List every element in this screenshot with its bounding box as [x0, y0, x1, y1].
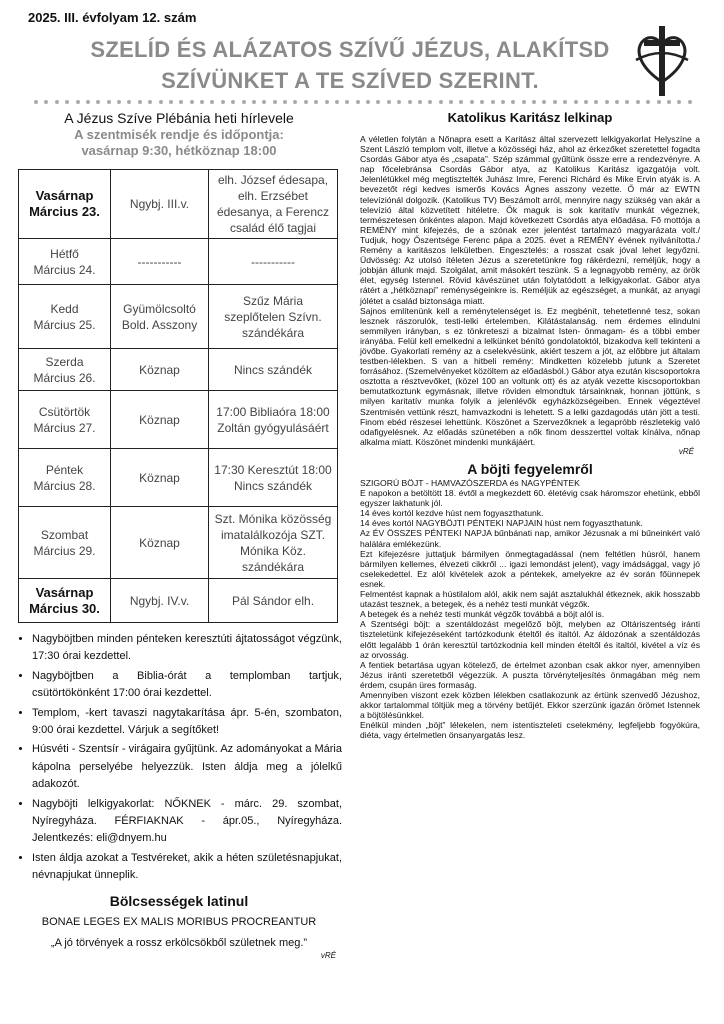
day-date: Március 25. — [33, 317, 96, 332]
right-column — [360, 110, 700, 740]
schedule-row — [19, 285, 338, 349]
notice-item: • Nagyböjtben a Biblia-órát a templomban tartjuk, csütörtökönként 17:00 órai kezdettel. — [32, 668, 342, 703]
mass-schedule-heading: A szentmisék rendje és időpontja: — [74, 127, 284, 142]
schedule-intention: Szűz Mária szeplőtelen Szívn. szándékára — [209, 285, 338, 349]
divider-dot — [107, 100, 111, 104]
divider-dot — [55, 100, 59, 104]
schedule-day — [19, 391, 111, 449]
schedule-intention: Szt. Mónika közösség imatalálkozója SZT. Mónika Köz. szándékára — [209, 507, 338, 579]
day-name: Péntek — [45, 462, 84, 477]
schedule-intention: 17:30 Keresztút 18:00 Nincs szándék — [209, 449, 338, 507]
divider-dot — [314, 100, 318, 104]
day-date: Március 27. — [33, 420, 96, 435]
schedule-liturgy: ----------- — [111, 239, 209, 285]
divider-dot — [636, 100, 640, 104]
signature: vRÉ — [320, 950, 336, 960]
divider-dot — [594, 100, 598, 104]
schedule-row — [19, 579, 338, 623]
divider-dot — [397, 100, 401, 104]
schedule-row — [19, 507, 338, 579]
divider-dot — [242, 100, 246, 104]
divider-dot — [169, 100, 173, 104]
day-date: Március 30. — [29, 600, 100, 616]
schedule-day — [19, 239, 111, 285]
day-date: Március 23. — [29, 204, 100, 219]
page-headline — [60, 34, 640, 96]
karitasz-article — [360, 134, 700, 457]
divider-dot — [532, 100, 536, 104]
left-column — [16, 110, 342, 960]
divider-dot — [65, 100, 69, 104]
divider-dot — [688, 100, 692, 104]
notices-list — [32, 631, 342, 885]
bojti-paragraph: A betegek és a nehéz testi munkát végzők továbbá a böjt alól is. — [360, 609, 605, 620]
divider-dot — [677, 100, 681, 104]
schedule-intention: elh. József édesapa, elh. Erzsébet édesanya, a Ferencz család élő tagjai — [209, 170, 338, 239]
day-date: Március 29. — [33, 543, 96, 558]
divider-dot — [605, 100, 609, 104]
day-name: Szerda — [45, 354, 84, 369]
day-name: Szombat — [40, 527, 89, 542]
divider-dot — [200, 100, 204, 104]
divider-dot — [366, 100, 370, 104]
divider-dot — [148, 100, 152, 104]
day-name: Kedd — [50, 301, 79, 316]
divider-dot — [511, 100, 515, 104]
karitasz-paragraph: Sajnos említenünk kell a reménytelenséget is. Ez megbénít, tehetetlenné tesz, sokan lesznek rászorulók, testi-lelki értelemben. Kilátástalanság. nem érdemes elindulni semmilyen irányban, s ez tönkreteszi a bizalmat Isten- önmagam- és a többi ember irányába. Felül kell emelkedni a lelkünket bénító gondolatoktól, bizakodva kell tekinteni a jövőbe. Gyakorlati remény az a cselekvésünk, akiért teszem a jót, az előbbre jut általam testben-lélekben. S van a hitbeli remény: Mindketten közelebb jutunk a Szeretet forrásához. (Szemelvényeket közöltem az előadásból.) Gábor atya ezután kiscsoportokra osztotta a résztvevőket, (közel 100 an voltunk ott) és az atyák vezette kiscsoportokban bemutatkoztunk egymásnak, illetve röviden elmondtuk társainknak, honnan jöttünk, s milyen karitatív munka folyik a jelenlévők egyházközségeiben. Ennek végeztével Szentmisén vettünk részt, hamvazkodni is lehetett. S a lelki gazdagodás után jött a testi. Finom ebéd részesei lehettünk. Köszönet a Szervezőknek a legapróbb részletekig való odafigyelésnek. Az előadás szünetében a nők finom desszerttel voltak kínálva, nőnap alkalma miatt. Köszönet mindenki munkájáért. — [360, 305, 700, 447]
day-name: Vasárnap — [35, 584, 94, 600]
divider-dot — [625, 100, 629, 104]
divider-dot — [231, 100, 235, 104]
bojti-paragraph: Amennyiben viszont ezek közben lélekben csatlakozunk az értünk szenvedő Jézushoz, akkor tartalommal töltjük meg a törvény betűjét. Ekkor szerzünk igazán örömet Istennek a böjtölésünkkel. — [360, 689, 700, 721]
divider-dot — [283, 100, 287, 104]
schedule-day — [19, 349, 111, 391]
schedule-day — [19, 285, 111, 349]
schedule-row — [19, 170, 338, 239]
divider-dot — [96, 100, 100, 104]
bojti-article — [360, 478, 700, 740]
schedule-intention: Pál Sándor elh. — [209, 579, 338, 623]
schedule-liturgy: Gyümölcsoltó Bold. Asszony — [111, 285, 209, 349]
divider-dot — [657, 100, 661, 104]
divider-dot — [491, 100, 495, 104]
divider-dot — [262, 100, 266, 104]
latin-translation: „A jó törvények a rossz erkölcsökből születnek meg.” — [50, 936, 308, 949]
divider-dot — [615, 100, 619, 104]
bojti-paragraph: 14 éves kortól NAGYBÖJTI PÉNTEKI NAPJAIN húst nem fogyaszthatunk. — [360, 518, 643, 529]
schedule-liturgy: Ngybj. III.v. — [111, 170, 209, 239]
divider-dot — [356, 100, 360, 104]
schedule-liturgy: Köznap — [111, 391, 209, 449]
divider-dot — [553, 100, 557, 104]
schedule-row — [19, 391, 338, 449]
divider-dot — [335, 100, 339, 104]
divider-dot — [563, 100, 567, 104]
divider-dot — [138, 100, 142, 104]
bojti-paragraph: A Szentségi böjt: a szentáldozást megelőző böjt, melyben az Oltáriszentség iránti tiszteletünk kifejezéseként tartózkodunk ételtől és italtól. Az áldozónak a szentáldozás előtt legalább 1 órán keresztül tartózkodnia kell minden ételtől és italtól, kivétel a víz és az orvosság. — [360, 619, 700, 660]
divider-dot — [646, 100, 650, 104]
schedule-row — [19, 239, 338, 285]
day-name: Csütörtök — [38, 404, 91, 419]
schedule-liturgy: Köznap — [111, 449, 209, 507]
divider-dot — [210, 100, 214, 104]
divider-dot — [252, 100, 256, 104]
day-name: Vasárnap — [35, 188, 94, 203]
divider-dot — [574, 100, 578, 104]
parish-title: A Jézus Szíve Plébánia heti hírlevele — [64, 110, 294, 126]
schedule-day — [19, 170, 111, 239]
latin-quote: BONAE LEGES EX MALIS MORIBUS PROCREANTUR — [41, 915, 317, 928]
sacred-heart-cross-icon — [632, 20, 692, 100]
bojti-paragraph: Az ÉV ÖSSZES PÉNTEKI NAPJA bűnbánati nap, amikor Jézusnak a mi bűneinkért való halálára emlékezünk. — [360, 528, 700, 549]
divider-dot — [34, 100, 38, 104]
day-date: Március 24. — [33, 262, 96, 277]
divider-dot — [117, 100, 121, 104]
notice-item: • Nagyböjtben minden pénteken keresztúti ájtatosságot végzünk, 17:30 órai kezdettel. — [32, 631, 342, 666]
notice-item: • Nagyböjti lelkigyakorlat: NŐKNEK - márc. 29. szombat, Nyíregyháza. FÉRFIAKNAK - ápr.05., Nyíregyháza. Jelentkezés: eli@dnyem.hu — [32, 796, 342, 848]
headline-line-1: SZELÍD ÉS ALÁZATOS SZÍVŰ JÉZUS, ALAKÍTSD — [90, 37, 610, 62]
notice-item: • Húsvéti - Szentsír - virágaira gyűjtünk. Az adományokat a Mária kápolna perselyébe helyezzük. Isten áldja meg a jólelkű adakozót. — [32, 741, 342, 793]
day-name: Hétfő — [50, 246, 79, 261]
schedule-liturgy: Köznap — [111, 507, 209, 579]
divider-dot — [480, 100, 484, 104]
divider-dot — [449, 100, 453, 104]
divider-dot — [408, 100, 412, 104]
divider-dot — [86, 100, 90, 104]
divider-dot — [127, 100, 131, 104]
karitasz-signature: vRÉ — [678, 446, 694, 456]
divider-dot — [179, 100, 183, 104]
divider-dot — [76, 100, 80, 104]
mass-times: vasárnap 9:30, hétköznap 18:00 — [81, 143, 277, 158]
divider-dot — [542, 100, 546, 104]
schedule-intention: ----------- — [209, 239, 338, 285]
notice-item: • Templom, -kert tavaszi nagytakarítása ápr. 5-én, szombaton, 9:00 órai kezdettel. Várjuk a segítőket! — [32, 705, 342, 740]
headline-line-2: SZÍVÜNKET A TE SZÍVED SZERINT. — [161, 68, 539, 93]
issue-number: 2025. III. évfolyam 12. szám — [28, 10, 197, 25]
divider-dot — [470, 100, 474, 104]
divider-dot — [428, 100, 432, 104]
schedule-intention: Nincs szándék — [209, 349, 338, 391]
mass-schedule-table — [18, 169, 338, 623]
divider-dot — [190, 100, 194, 104]
bojti-paragraph: E napokon a betöltött 18. évtől a megkezdett 60. életévig csak háromszor ehetünk, ebből egyszer lakhatunk jól. — [360, 488, 700, 509]
divider-dot — [376, 100, 380, 104]
divider-dot — [584, 100, 588, 104]
karitasz-paragraph: A véletlen folytán a Nőnapra esett a Karitász által szervezett lelkigyakorlat Helyszíne a Szent László templom volt, illetve a közösségi ház, ahol az érkezőket szeretettel fogadta Csordás Gábor atya és „csapata”. Szép számmal gyűltünk össze erre a rendezvényre. A nap főcelebránsa Csordás Gábor atya, az Katolikus Karitász igazgatója volt. Jelenlétükkel még megtisztelték Juhász Imre, Ferenci Richárd és Mike Ervin atyák is. A bevezetőt régi kedves ismerős Kovács Ágnes asszony vezette. Ő már az EWTN televíziónál dolgozik. (Katolikus TV) Beszámolt arról, mennyire nagy szükség van akár a televízió által közvetített hitéletre. Ők maguk is sok karitatív munkát végeznek, természetesen önkéntes alapon. Majd következett Csordás atya előadása. Fő mottója a REMÉNY mint kifejezés, de a szónak ezer jelentést tartalmazó magyarázata volt./ Tudjuk, hogy Őszentsége Ferenc pápa a 2025. évet a REMÉNY évének nyilvánította./ Remény a karitászos lelkületben. Engesztelés: a rosszat csak jóval lehet legyőzni. Üdvösség: Az utolsó ítéleten Jézus a szeretetünkre fog rákérdezni, reméljük, hogy a jobbján állunk majd. Szolgálat, amit másokért teszünk. S a legnagyobb remény, az örök élet, egység Istennel. Rövid kávészünet után folytatódott a lelkigyakorlat. Gábor atya rátért a „hétköznapi” reménységeinkre is. Reméljük az egészséget, a munkát, az anyagi jólétet a család biztonsága miatt. — [360, 134, 700, 306]
bojti-paragraph: A fentiek betartása ugyan kötelező, de értelmet azonban csak akkor nyer, amennyiben Jézus iránti szeretetből végezzük. A puszta törvényteljesítés önmagában még nem érdem, csupán üres formaság. — [360, 659, 700, 690]
schedule-liturgy: Köznap — [111, 349, 209, 391]
notice-item: • Isten áldja azokat a Testvéreket, akik a héten születésnapjukat, névnapjukat ünneplik. — [32, 850, 342, 885]
divider-dot — [273, 100, 277, 104]
schedule-liturgy: Ngybj. IV.v. — [111, 579, 209, 623]
divider-dot — [293, 100, 297, 104]
divider-dot — [345, 100, 349, 104]
schedule-row — [19, 449, 338, 507]
bojti-title: A böjti fegyelemről — [467, 461, 593, 477]
bojti-paragraph: SZIGORÚ BÖJT - HAMVAZÓSZERDA és NAGYPÉNTEK — [360, 478, 580, 488]
bojti-paragraph: 14 éves kortól kezdve húst nem fogyaszthatunk. — [360, 508, 544, 519]
divider-dot — [439, 100, 443, 104]
schedule-day — [19, 579, 111, 623]
bojti-paragraph: Ezt kifejezésre juttatjuk bármilyen önmegtagadással (nem feltétlen húsról, hanem bármilyen kellemes, élvezeti cikkről ... igazi lemondást jelent), vagy imádsággal, vagy jó cselekedettel. Ez alól kivételek azok a péntekek, amelyekre az év során főünnepek esnek. — [360, 548, 700, 589]
divider-dot — [387, 100, 391, 104]
divider-dot — [667, 100, 671, 104]
day-date: Március 28. — [33, 478, 96, 493]
bojti-paragraph: Felmentést kapnak a hústilalom alól, akik nem saját asztalukhál étkeznek, akik hosszabb utazást tesznek, a betegek, és a nehéz testi munkát végzők. — [360, 589, 700, 610]
schedule-intention: 17:00 Bibliaóra 18:00 Zoltán gyógyulásáért — [209, 391, 338, 449]
divider-dot — [501, 100, 505, 104]
dotted-divider — [34, 100, 692, 106]
divider-dot — [459, 100, 463, 104]
day-date: Március 26. — [33, 370, 96, 385]
karitasz-title: Katolikus Karitász lelkinap — [447, 110, 613, 125]
divider-dot — [325, 100, 329, 104]
schedule-day — [19, 449, 111, 507]
divider-dot — [44, 100, 48, 104]
divider-dot — [304, 100, 308, 104]
divider-dot — [159, 100, 163, 104]
latin-section-title: Bölcsességek latinul — [109, 892, 249, 909]
divider-dot — [418, 100, 422, 104]
divider-dot — [522, 100, 526, 104]
divider-dot — [221, 100, 225, 104]
schedule-row — [19, 349, 338, 391]
bojti-paragraph: Enélkül minden „böjt” lélekelen, nem istentiszteleti cselekmény, legfeljebb fogyókúra, diéta, vagy értelmetlen önsanyargatás lesz. — [360, 720, 700, 741]
schedule-day — [19, 507, 111, 579]
